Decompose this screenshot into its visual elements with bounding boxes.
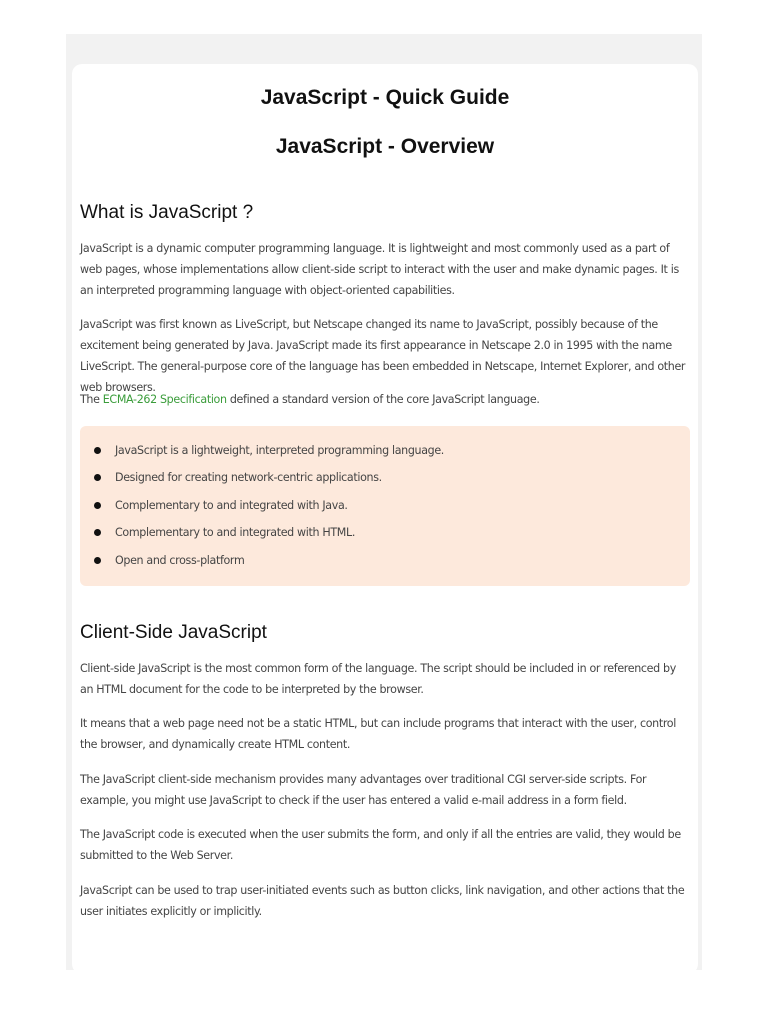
page-title: JavaScript - Quick Guide	[260, 86, 510, 109]
list-item	[94, 497, 348, 515]
bullet-icon	[94, 447, 101, 454]
paragraph-client-side-1: Client-side JavaScript is the most common form of the language. The script should be included in or referenced by an HTML document for the code to be interpreted by the browser.	[80, 662, 676, 696]
ecma-spec-link[interactable]: ECMA-262 Specification	[102, 393, 227, 406]
list-item-text: Designed for creating network-centric applications.	[115, 471, 382, 484]
bullet-icon	[94, 557, 101, 564]
paragraph-ecma	[80, 389, 692, 410]
bullet-icon	[94, 502, 101, 509]
page-subtitle: JavaScript - Overview	[275, 135, 495, 158]
paragraph-ecma-prefix: The	[80, 393, 103, 406]
paragraph-history: JavaScript was first known as LiveScript, but Netscape changed its name to JavaScript, possibly because of the excitement being generated by Java. JavaScript made its first appearance in Netscape 2.0 in 1995 with the name LiveScript. The general-purpose core of the language has been embedded in Netscape, Internet Explorer, and other web browsers.	[80, 318, 686, 394]
paragraph-client-side-2: It means that a web page need not be a static HTML, but can include programs that interact with the user, control the browser, and dynamically create HTML content.	[80, 717, 676, 751]
feature-callout	[80, 426, 690, 586]
list-item	[94, 469, 382, 487]
section-heading-client-side: Client-Side JavaScript	[80, 622, 267, 643]
paragraph-intro: JavaScript is a dynamic computer programming language. It is lightweight and most commonly used as a part of web pages, whose implementations allow client-side script to interact with the user and make dynamic pages. It is an interpreted programming language with object-oriented capabilities.	[80, 242, 679, 297]
section-heading-what-is-javascript: What is JavaScript ?	[80, 202, 254, 223]
content-card	[72, 64, 698, 974]
list-item	[94, 552, 244, 570]
paragraph-ecma-suffix: defined a standard version of the core JavaScript language.	[226, 393, 540, 406]
list-item	[94, 442, 444, 460]
list-item	[94, 524, 355, 542]
paragraph-client-side-4: The JavaScript code is executed when the user submits the form, and only if all the entries are valid, they would be submitted to the Web Server.	[80, 828, 681, 862]
paragraph-client-side-5: JavaScript can be used to trap user-initiated events such as button clicks, link navigation, and other actions that the user initiates explicitly or implicitly.	[80, 884, 685, 918]
list-item-text: Open and cross-platform	[115, 554, 245, 567]
paragraph-client-side-3: The JavaScript client-side mechanism provides many advantages over traditional CGI server-side scripts. For example, you might use JavaScript to check if the user has entered a valid e-mail address in a form field.	[80, 773, 647, 807]
list-item-text: Complementary to and integrated with HTML.	[115, 526, 356, 539]
list-item-text: JavaScript is a lightweight, interpreted programming language.	[115, 444, 444, 457]
list-item-text: Complementary to and integrated with Java.	[115, 499, 348, 512]
bullet-icon	[94, 529, 101, 536]
bullet-icon	[94, 474, 101, 481]
